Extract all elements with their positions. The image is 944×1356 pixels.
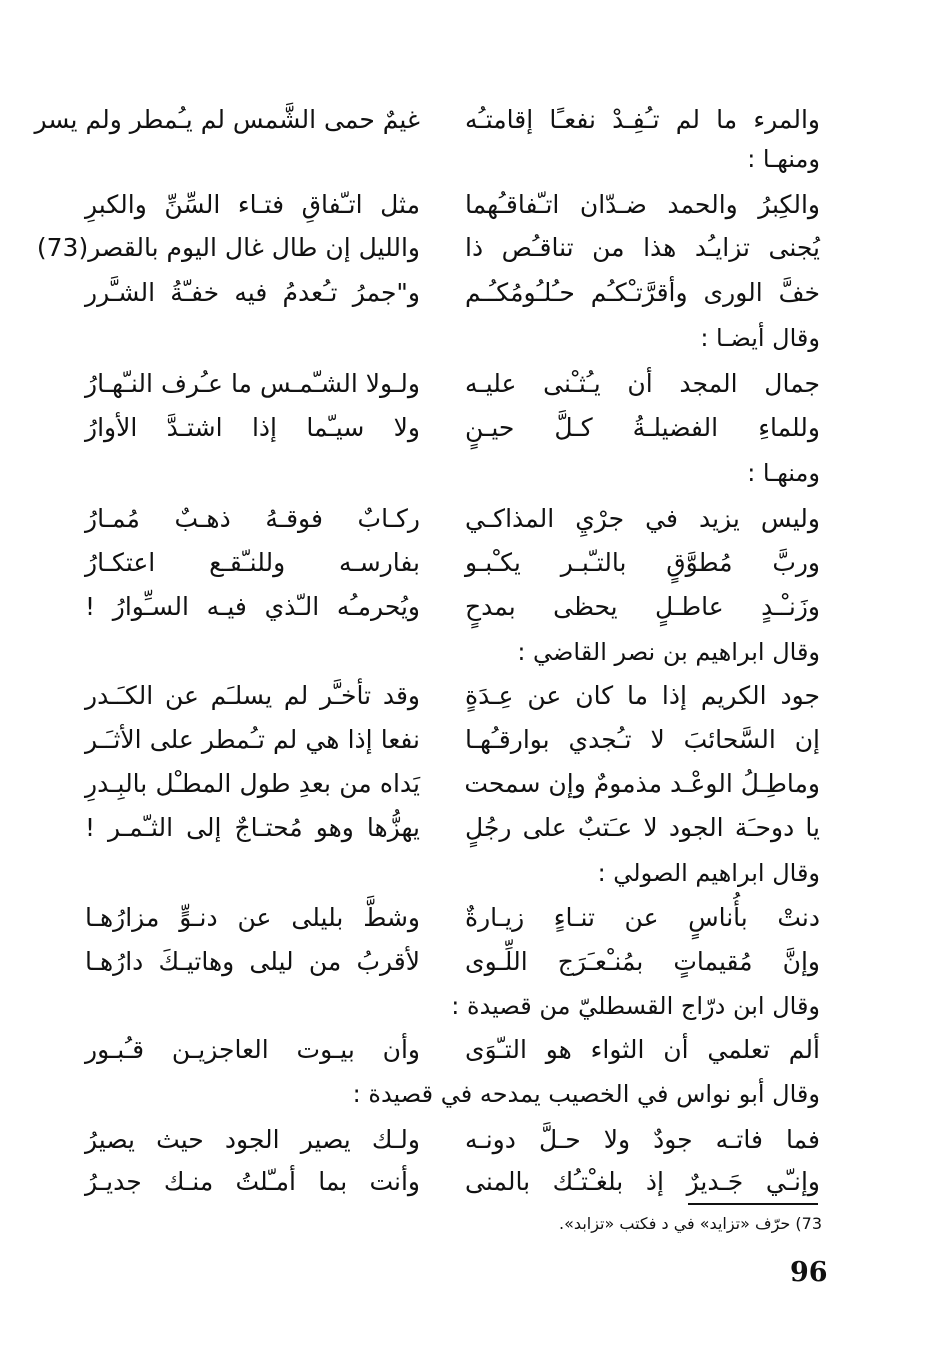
verse-first-hemistich: فما فاتـه جودٌ ولا حـلَّ دونـه (465, 1125, 820, 1154)
footnote: 73) حرّف «تزايد» في د فكتب «تزابد». (559, 1214, 822, 1233)
intro-line: وقال ابراهيم بن نصر القاضي : (517, 638, 820, 666)
verse-second-hemistich: ولـك يصير الجود حيث يصيرُ (85, 1125, 420, 1154)
verse-first-hemistich: وللماءِ الفضيلـةُ كـلَّ حيـنٍ (465, 413, 820, 442)
verse-second-hemistich: و"جمرُ تـُعدمُ فيه خفـّةُ الشـَّرر (85, 278, 420, 307)
intro-line: ومنهـا : (747, 459, 820, 487)
verse-second-hemistich: والليل إن طال غال اليوم بالقصر(73) (36, 233, 420, 262)
verse-second-hemistich: غيمٌ حمى الشَّمس لم يـُمطر ولم يسر (34, 105, 420, 134)
intro-line: وقال ابن درّاج القسطليّ من قصيدة : (451, 992, 820, 1020)
verse-first-hemistich: جمال المجد أن يـُثـْنى عليـه (465, 369, 820, 398)
intro-line: وقال أيضـا : (700, 324, 820, 352)
verse-second-hemistich: وشطَّ بليلى عن دنـوٍّ مزارُهـا (85, 903, 420, 932)
intro-line: ومنهـا : (747, 145, 820, 173)
verse-first-hemistich: والمرء ما لم تـُفِـدْ نفعـًا إقامتـُه (465, 105, 820, 134)
verse-first-hemistich: يُجنى تزايـُد هذا من تناقـُص ذا (465, 233, 820, 262)
footnote-separator (688, 1203, 818, 1205)
intro-line: وقال ابراهيم الصولي : (597, 859, 820, 887)
verse-first-hemistich: وماطِـلُ الوعْـد مذمومٌ وإن سمحت (464, 769, 820, 798)
verse-second-hemistich: وقد تأخـَّر لم يسلـَم عن الكـَـدر (85, 681, 420, 710)
verse-second-hemistich: ويُحرمـُه الـّذي فيـه السـِّوارُ ! (85, 592, 420, 621)
verse-first-hemistich: دنتْ بأُناسٍ عن تنـاءٍ زيـارةٌ (465, 903, 820, 932)
verse-second-hemistich: وأنت بما أمـّلتُ منـك جديـرُ (85, 1167, 420, 1196)
verse-first-hemistich: يا دوحـَة الجود لا عـَتبٌ على رجُلٍ (465, 813, 820, 842)
verse-first-hemistich: وليس يزيد في جرْيِ المذاكـي (465, 504, 820, 533)
verse-first-hemistich: وزَنـْـدٍ عاطـلٍ يحظى بمدحٍ (465, 592, 820, 621)
verse-first-hemistich: والكِبرُ والحمد ضـدّان اتـّفاقـُهما (465, 190, 820, 219)
verse-second-hemistich: يَداه من بعدِ طول المطـْل بالبِـدرِ (85, 769, 420, 798)
verse-second-hemistich: لأقربُ من ليلى وهاتيـكَ دارُهـا (85, 947, 420, 976)
page-number: 96 (790, 1257, 828, 1288)
verse-first-hemistich: ألم تعلمي أن الثواء هو التـّوَى (465, 1035, 820, 1064)
verse-second-hemistich: يهزُّها وهو مُحتـاجٌ إلى الثـّمـر ! (85, 813, 420, 842)
verse-second-hemistich: ركـابٌ فوقـهُ ذهـبٌ مُمـارُ (85, 504, 420, 533)
verse-first-hemistich: خفَّ الورى وأقرَّتـْكـُم حـُلـُومُكـُـم (465, 278, 820, 307)
verse-first-hemistich: جود الكريم إذا ما كان عن عِـدَةٍ (465, 681, 820, 710)
verse-second-hemistich: مثل اتـّفاقِ فتـاء السِّنِّ والكبرِ (85, 190, 420, 219)
verse-first-hemistich: وربَّ مُطوَّقٍ بالتـّبـر يكـْبـو (465, 548, 820, 577)
verse-first-hemistich: إن السَّحائبَ لا تـُجدي بوارقـُهـا (465, 725, 820, 754)
verse-second-hemistich: ولا سيـّما إذا اشتـدَّ الأوارُ (85, 413, 420, 442)
verse-second-hemistich: بفارسـه وللنـّقـع اعتكـارُ (85, 548, 420, 577)
verse-second-hemistich: وأن بيـوت العاجزيـن قـُبـور (85, 1035, 420, 1064)
verse-first-hemistich: وإنـّي جَـديرٌ إذ بلغـْتـُك بالمنى (465, 1167, 820, 1196)
verse-second-hemistich: نفعا إذا هي لم تـُمطر على الأثـَـر (85, 725, 420, 754)
intro-line: وقال أبو نواس في الخصيب يمدحه في قصيدة : (352, 1080, 820, 1108)
verse-first-hemistich: وإنَّ مُقيماتٍ بمُنـْعـَرَج اللِّـوى (465, 947, 820, 976)
verse-second-hemistich: ولـولا الشـّمـس ما عـُرف النـّهـارُ (85, 369, 420, 398)
